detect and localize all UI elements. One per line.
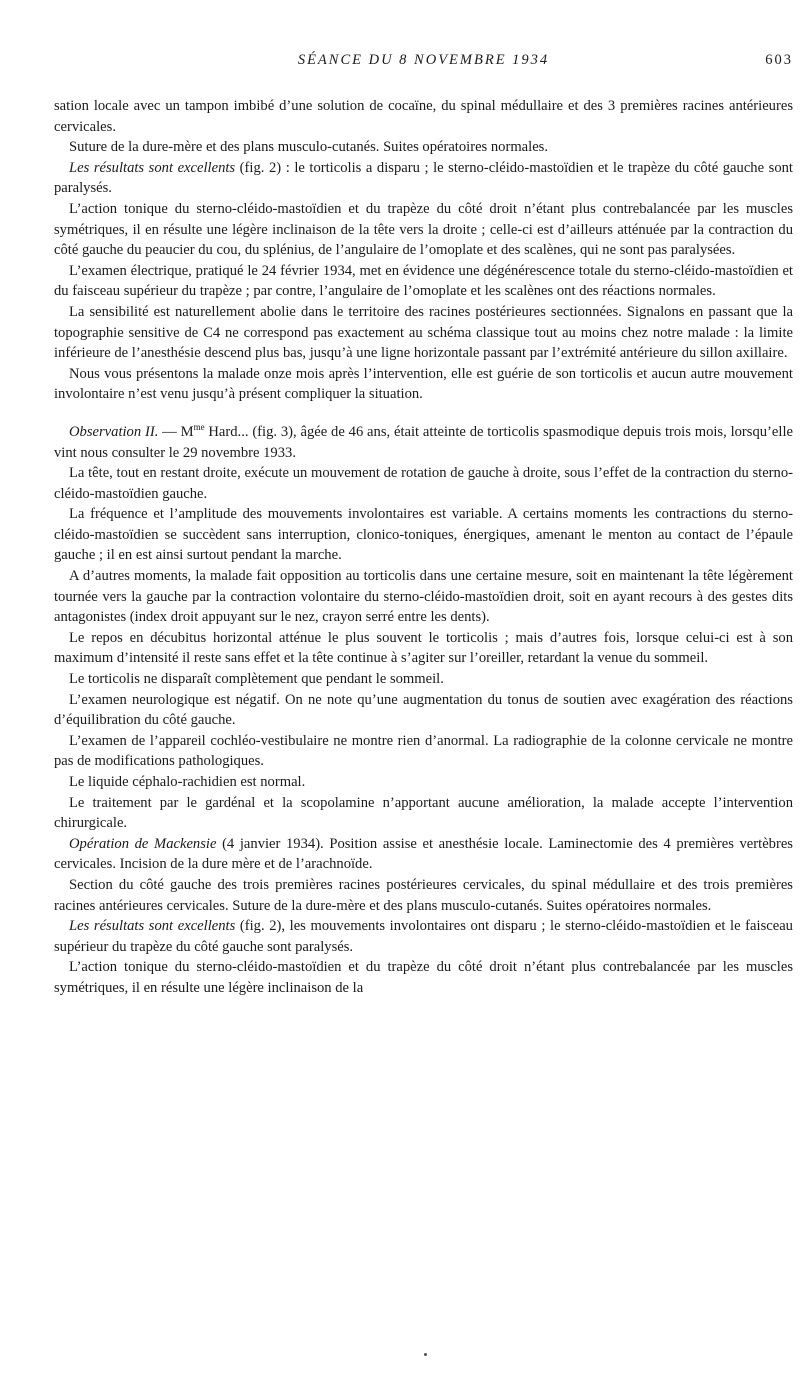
paragraph: La fréquence et l’amplitude des mouvements involontaires est variable. A certains moments les contractions du sterno-cléido-mastoïdien se succèdent sans interruption, clonico-toniques, énergiques, amenant le menton au contact de l’épaule gauche ; il en est ainsi surtout pendant la marche. (54, 506, 793, 564)
paragraph: L’examen électrique, pratiqué le 24 février 1934, met en évidence une dégénérescence totale du sterno-cléido-mastoïdien et du faisceau supérieur du trapèze ; par contre, l’angulaire de l’omoplate et les scalènes ont des réactions normales. (54, 262, 793, 300)
paragraph: Section du côté gauche des trois premières racines postérieures cervicales, du spinal médullaire et des trois premières racines antérieures cervicales. Suture de la dure-mère et des plans musculo-cutanés. Suites opératoires normales. (54, 876, 793, 914)
paragraph: L’examen neurologique est négatif. On ne note qu’une augmentation du tonus de soutien avec exagération des réactions d’équilibration du côté gauche. (54, 691, 793, 729)
observation-dash: — M (158, 423, 194, 440)
result-lead: Les résultats sont excellents (69, 918, 236, 935)
result-text: (fig. 2) : le torticolis a disparu ; le sterno-cléido-mastoïdien et le trapèze du côté gauche sont paralysés. (54, 159, 793, 197)
operation-title: Opération de Mackensie (69, 835, 217, 852)
page-number: 603 (765, 52, 793, 68)
result-text: (fig. 2), les mouvements involontaires ont disparu ; le sterno-cléido-mastoïdien et le faisceau supérieur du trapèze du côté gauche sont paralysés. (54, 918, 793, 955)
paragraph (54, 834, 793, 875)
paragraph (54, 916, 793, 957)
observation-heading-paragraph (54, 422, 793, 463)
paragraph: Le liquide céphalo-rachidien est normal. (69, 774, 306, 790)
print-speck (424, 1353, 427, 1356)
paragraph: Le repos en décubitus horizontal atténue le plus souvent le torticolis ; mais d’autres fois, lorsque celui-ci est à son maximum d’intensité il reste sans effet et la tête continue à s’agiter sur l’oreiller, retardant la venue du sommeil. (54, 629, 793, 667)
observation-text: Hard... (fig. 3), âgée de 46 ans, était atteinte de torticolis spasmodique depuis trois mois, lorsqu’elle vint nous consulter le 29 novembre 1933. (54, 423, 793, 461)
paragraph: L’examen de l’appareil cochléo-vestibulaire ne montre rien d’anormal. La radiographie de la colonne cervicale ne montre pas de modifications pathologiques. (54, 732, 793, 770)
observation-sup: me (193, 422, 205, 433)
running-title: SÉANCE DU 8 NOVEMBRE 1934 (297, 52, 550, 68)
page-header (54, 52, 793, 76)
observation-title: Observation II. (69, 423, 159, 440)
paragraph: Suture de la dure-mère et des plans musculo-cutanés. Suites opératoires normales. (69, 139, 549, 156)
paragraph: sation locale avec un tampon imbibé d’une solution de cocaïne, du spinal médullaire et des 3 premières racines antérieures cervicales. (54, 98, 793, 135)
body-text (54, 96, 793, 999)
paragraph: La sensibilité est naturellement abolie dans le territoire des racines postérieures sectionnées. Signalons en passant que la topographie sensitive de C4 ne correspond pas exactement au schéma classique tout au moins chez notre malade : la limite inférieure de l’anesthésie descend plus bas, jusqu’à une ligne horizontale passant par l’extrémité antérieure du sillon axillaire. (54, 303, 793, 362)
paragraph: La tête, tout en restant droite, exécute un mouvement de rotation de gauche à droite, sous l’effet de la contraction du sterno-cléido-mastoïdien gauche. (54, 465, 793, 502)
paragraph: A d’autres moments, la malade fait opposition au torticolis dans une certaine mesure, soit en maintenant la tête légèrement tournée vers la gauche par la contraction volontaire du sterno-cléido-mastoïdien droit, soit en ayant recours à des gestes dits antagonistes (index droit appuyant sur le nez, crayon serré entre les dents). (54, 568, 793, 626)
paragraph: Le traitement par le gardénal et la scopolamine n’apportant aucune amélioration, la malade accepte l’intervention chirurgicale. (54, 794, 793, 832)
paragraph: Le torticolis ne disparaît complètement que pendant le sommeil. (69, 671, 444, 688)
paragraph: L’action tonique du sterno-cléido-mastoïdien et du trapèze du côté droit n’étant plus contrebalancée par les muscles symétriques, il en résulte une légère inclinaison de la tête vers la droite ; celle-ci est d’ailleurs atténuée par la contraction du côté gauche du peaucier du cou, du splénius, de l’angulaire de l’omoplate et des scalènes, qui ne sont pas paralysées. (54, 200, 793, 259)
paragraph: Nous vous présentons la malade onze mois après l’intervention, elle est guérie de son torticolis et aucun autre mouvement involontaire n’est venu jusqu’à présent compliquer la situation. (54, 365, 793, 403)
paragraph: L’action tonique du sterno-cléido-mastoïdien et du trapèze du côté droit n’étant plus contrebalancée par les muscles symétriques, il en résulte une légère inclinaison de la (54, 959, 793, 996)
result-lead: Les résultats sont excellents (69, 159, 236, 176)
paragraph (54, 158, 793, 199)
operation-text: (4 janvier 1934). Position assise et anesthésie locale. Laminectomie des 4 premières vertèbres cervicales. Incision de la dure mère et de l’arachnoïde. (54, 835, 793, 873)
document-page (54, 52, 793, 999)
